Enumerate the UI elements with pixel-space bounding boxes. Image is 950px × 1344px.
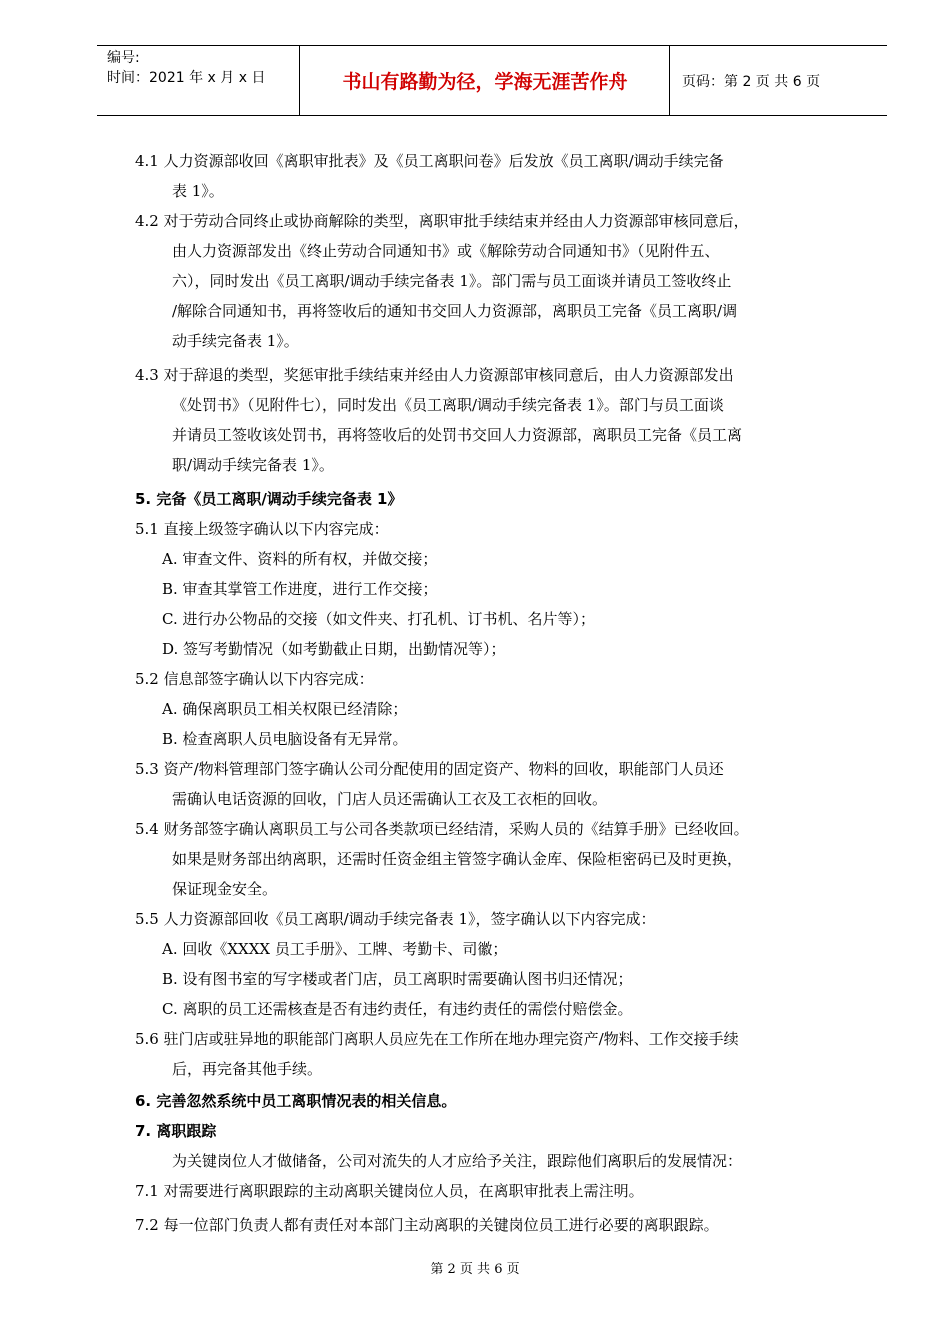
list-item: A. 确保离职员工相关权限已经清除； (162, 700, 408, 718)
list-item: C. 离职的员工还需核查是否有违约责任，有违约责任的需偿付赔偿金。 (162, 1000, 633, 1018)
body-line: 5.6 驻门店或驻异地的职能部门离职人员应先在工作所在地办理完资产/物料、工作交接手续 (135, 1030, 739, 1048)
list-item: A. 回收《XXXX 员工手册》、工牌、考勤卡、司徽； (162, 940, 508, 958)
body-line: 《处罚书》（见附件七），同时发出《员工离职/调动手续完备表 1》。部门与员工面谈 (172, 396, 724, 414)
list-item: D. 签写考勤情况（如考勤截止日期，出勤情况等）； (162, 640, 506, 658)
body-line: 7.2 每一位部门负责人都有责任对本部门主动离职的关键岗位员工进行必要的离职跟踪。 (135, 1216, 719, 1234)
header-motto: 书山有路勤为径，学海无涯苦作舟 (342, 71, 628, 93)
body-line: 动手续完备表 1》。 (172, 332, 299, 350)
body-line: 7.1 对需要进行离职跟踪的主动离职关键岗位人员，在离职审批表上需注明。 (135, 1182, 644, 1200)
header-meta (107, 48, 297, 88)
body-line: 需确认电话资源的回收，门店人员还需确认工衣及工衣柜的回收。 (172, 790, 608, 808)
header-divider (299, 46, 300, 115)
time-label: 时间：2021 年 x 月 x 日 (107, 70, 266, 86)
body-line: 5.2 信息部签字确认以下内容完成： (135, 670, 374, 688)
section-heading: 6. 完善忽然系统中员工离职情况表的相关信息。 (135, 1092, 457, 1110)
page-header (97, 45, 887, 116)
body-line: 职/调动手续完备表 1》。 (172, 456, 334, 474)
header-divider (669, 46, 670, 115)
body-line: 六），同时发出《员工离职/调动手续完备表 1》。部门需与员工面谈并请员工签收终止 (172, 272, 732, 290)
body-line: 表 1》。 (172, 182, 224, 200)
body-line: 4.1 人力资源部收回《离职审批表》及《员工离职问卷》后发放《员工离职/调动手续完备 (135, 152, 724, 170)
body-line: 为关键岗位人才做储备，公司对流失的人才应给予关注，跟踪他们离职后的发展情况： (172, 1152, 743, 1170)
body-line: 5.5 人力资源部回收《员工离职/调动手续完备表 1》，签字确认以下内容完成： (135, 910, 656, 928)
body-line: 后，再完备其他手续。 (172, 1060, 323, 1078)
number-label: 编号: (107, 50, 140, 66)
list-item: B. 检查离职人员电脑设备有无异常。 (162, 730, 408, 748)
list-item: C. 进行办公物品的交接（如文件夹、打孔机、订书机、名片等）； (162, 610, 595, 628)
body-line: 4.2 对于劳动合同终止或协商解除的类型，离职审批手续结束并经由人力资源部审核同意后， (135, 212, 749, 230)
body-line: 5.3 资产/物料管理部门签字确认公司分配使用的固定资产、物料的回收，职能部门人员还 (135, 760, 724, 778)
section-heading: 7. 离职跟踪 (135, 1122, 217, 1140)
section-heading: 5. 完备《员工离职/调动手续完备表 1》 (135, 490, 403, 508)
body-line: /解除合同通知书，再将签收后的通知书交回人力资源部，离职员工完备《员工离职/调 (172, 302, 738, 320)
list-item: A. 审查文件、资料的所有权，并做交接； (162, 550, 438, 568)
body-line: 5.1 直接上级签字确认以下内容完成： (135, 520, 389, 538)
body-line: 并请员工签收该处罚书，再将签收后的处罚书交回人力资源部，离职员工完备《员工离 (172, 426, 743, 444)
body-line: 如果是财务部出纳离职，还需时任资金组主管签字确认金库、保险柜密码已及时更换， (172, 850, 743, 868)
body-line: 5.4 财务部签字确认离职员工与公司各类款项已经结清，采购人员的《结算手册》已经收回。 (135, 820, 749, 838)
list-item: B. 设有图书室的写字楼或者门店，员工离职时需要确认图书归还情况； (162, 970, 633, 988)
body-line: 保证现金安全。 (172, 880, 278, 898)
body-line: 4.3 对于辞退的类型，奖惩审批手续结束并经由人力资源部审核同意后，由人力资源部发出 (135, 366, 734, 384)
page-info: 页码：第 2 页 共 6 页 (682, 73, 821, 90)
list-item: B. 审查其掌管工作进度，进行工作交接； (162, 580, 438, 598)
page-footer: 第 2 页 共 6 页 (430, 1262, 520, 1277)
body-line: 由人力资源部发出《终止劳动合同通知书》或《解除劳动合同通知书》（见附件五、 (172, 242, 720, 260)
